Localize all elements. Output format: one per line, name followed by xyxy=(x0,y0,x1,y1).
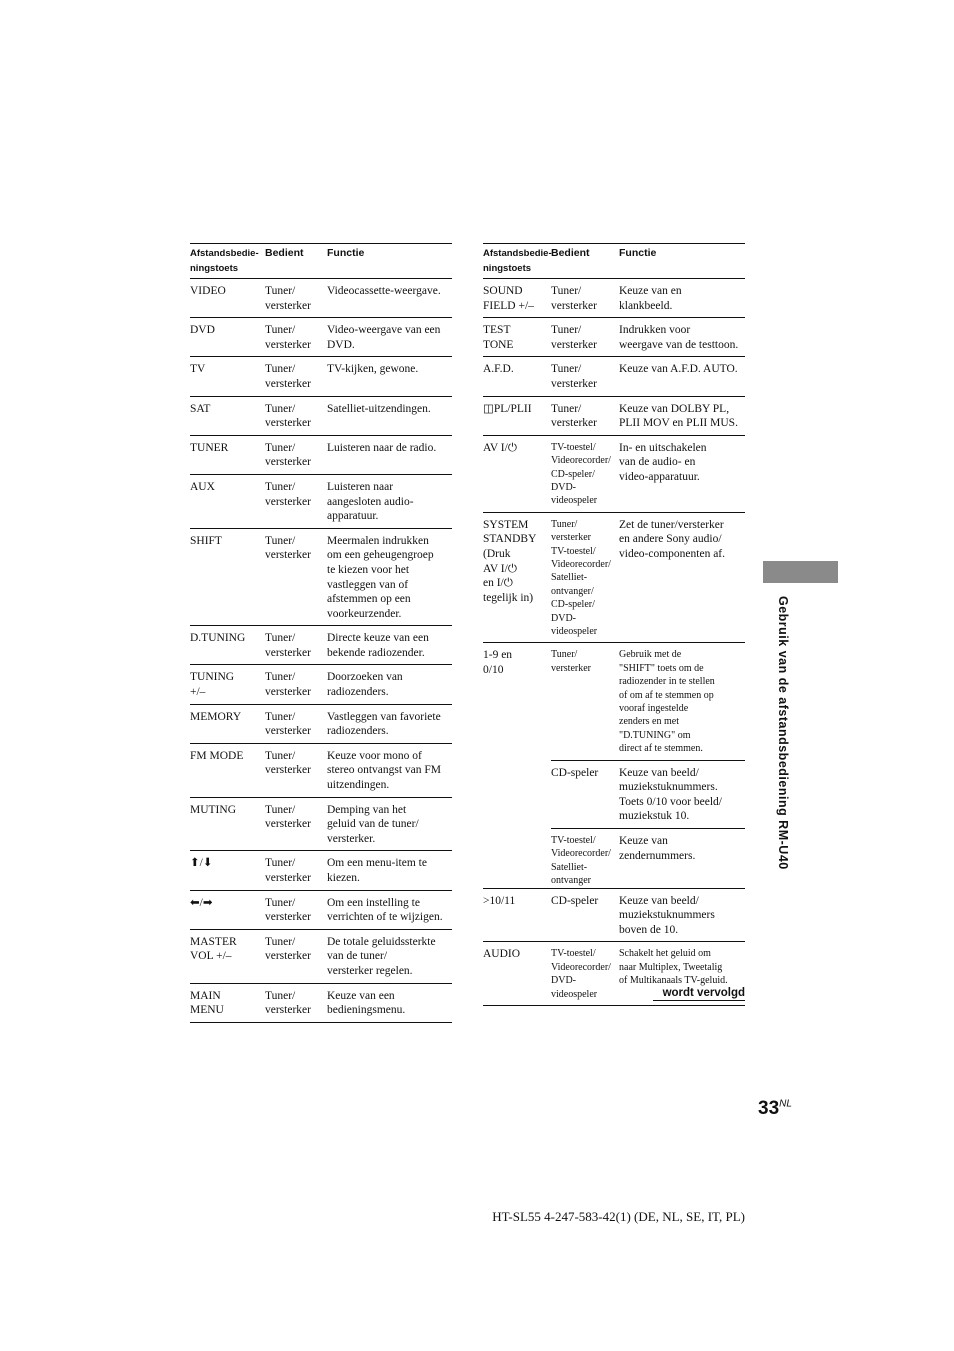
row-operates: Tuner/ versterker xyxy=(265,710,311,738)
row-key: MUTING xyxy=(190,803,236,816)
row-operates: TV-toestel/ Videorecorder/ DVD- videospeler xyxy=(551,948,611,1000)
row-operates: Tuner/ versterker xyxy=(265,534,311,562)
row-key: AUX xyxy=(190,480,215,493)
row-function: Meermalen indrukken om een geheugengroep te kiezen voor het vastleggen van of afstemmen op een voorkeurzender. xyxy=(327,534,434,620)
header-operates: Bedient xyxy=(265,247,304,259)
row-key: MAIN MENU xyxy=(190,989,224,1017)
row-operates: Tuner/ versterker xyxy=(551,363,597,390)
table-row xyxy=(483,889,745,943)
page-number-suffix: NL xyxy=(779,1098,792,1110)
row-key: MASTER VOL +/– xyxy=(190,935,237,963)
row-operates: Tuner/ versterker xyxy=(551,324,597,351)
row-operates: Tuner/ versterker xyxy=(265,441,311,469)
header-function: Functie xyxy=(619,247,657,259)
row-operates: TV-toestel/ Videorecorder/ CD-speler/ DVD- videospeler xyxy=(551,441,611,507)
row-function: TV-kijken, gewone. xyxy=(327,363,419,376)
table-row xyxy=(190,798,452,852)
table-row xyxy=(190,529,452,627)
row-key: SOUND FIELD +/– xyxy=(483,285,534,312)
row-operates: Tuner/ versterker xyxy=(265,857,311,884)
row-key: AUDIO xyxy=(483,948,521,961)
table-row xyxy=(190,279,452,318)
header-operates: Bedient xyxy=(551,247,590,259)
row-function: Om een menu-item te kiezen. xyxy=(327,857,427,884)
page-number-value: 33 xyxy=(758,1098,780,1119)
row-operates: Tuner/ versterker xyxy=(551,285,597,312)
table-row xyxy=(190,475,452,529)
row-operates: Tuner/ versterker xyxy=(265,989,311,1017)
row-function: Keuze van A.F.D. AUTO. xyxy=(619,363,738,376)
row-key: TV xyxy=(190,363,206,376)
row-operates: Tuner/ versterker xyxy=(265,749,311,777)
row-key: A.F.D. xyxy=(483,363,514,376)
row-function: Schakelt het geluid om naar Multiplex, Tweetalig of Multikanaals TV-geluid. xyxy=(619,948,728,987)
row-function: Gebruik met de "SHIFT" toets om de radiozender in te stellen of om af te stemmen op vooraf ingestelde zenders en met "D.TUNING" om direct af te stemmen. xyxy=(619,649,715,755)
table-row xyxy=(190,984,452,1023)
row-key: >10/11 xyxy=(483,894,516,907)
row-key: SYSTEM STANDBY (Druk AV I/⏻ en I/⏻ tegelijk in) xyxy=(483,518,537,604)
row-key: ◫PL/PLII xyxy=(483,402,532,415)
sub-row xyxy=(551,643,745,760)
row-key: SHIFT xyxy=(190,534,222,547)
row-function: Keuze van DOLBY PL, PLII MOV en PLII MUS. xyxy=(619,402,738,430)
sub-row xyxy=(551,761,745,829)
row-function: Demping van het geluid van de tuner/ versterker. xyxy=(327,803,419,845)
page-number xyxy=(758,1098,792,1120)
row-operates: CD-speler xyxy=(551,766,599,779)
continued-note: wordt vervolgd xyxy=(653,987,745,1001)
row-key: ⬅/➡ xyxy=(190,896,213,909)
table-row xyxy=(190,744,452,798)
table-row xyxy=(483,397,745,436)
row-function: Videocassette-weergave. xyxy=(327,285,441,297)
row-operates: CD-speler xyxy=(551,894,599,907)
table-row xyxy=(190,357,452,396)
row-operates: Tuner/ versterker xyxy=(265,324,311,351)
row-key: MEMORY xyxy=(190,710,242,723)
row-key: 1-9 en 0/10 xyxy=(483,649,513,677)
row-operates: TV-toestel/ Videorecorder/ Satelliet- ontvanger xyxy=(551,835,611,887)
row-key: DVD xyxy=(190,324,215,337)
row-operates: Tuner/ versterker xyxy=(265,935,311,963)
table-row xyxy=(190,705,452,744)
table-row xyxy=(483,357,745,396)
table-row xyxy=(190,665,452,704)
row-function: Keuze voor mono of stereo ontvangst van FM uitzendingen. xyxy=(327,749,442,792)
row-function: In- en uitschakelen van de audio- en video-apparatuur. xyxy=(619,441,707,483)
row-key: TUNER xyxy=(190,441,229,454)
row-function: Vastleggen van favoriete radiozenders. xyxy=(327,710,441,738)
table-header xyxy=(190,244,452,279)
table-row xyxy=(483,513,745,644)
row-operates: Tuner/ versterker xyxy=(265,285,311,312)
row-key: AV I/⏻ xyxy=(483,441,517,454)
row-operates: Tuner/ versterker xyxy=(265,480,311,508)
row-key: ⬆/⬇ xyxy=(190,857,213,870)
row-function: Keuze van en klankbeeld. xyxy=(619,285,682,312)
row-operates: Tuner/ versterker TV-toestel/ Videorecorder/ Satelliet- ontvanger/ CD-speler/ DVD- videospeler xyxy=(551,518,611,638)
row-function: Keuze van beeld/ muziekstuknummers. Toets 0/10 voor beeld/ muziekstuk 10. xyxy=(619,766,722,823)
table-row xyxy=(483,318,745,357)
row-operates: Tuner/ versterker xyxy=(265,363,311,390)
row-function: Indrukken voor weergave van de testtoon. xyxy=(619,324,739,351)
table-row xyxy=(190,318,452,357)
row-operates: Tuner/ versterker xyxy=(265,671,311,699)
sub-row xyxy=(551,829,745,888)
section-side-label: Gebruik van de afstandsbediening RM-U40 xyxy=(776,596,790,870)
remote-buttons-table-left xyxy=(190,243,452,1023)
footer-model-code: HT-SL55 4-247-583-42(1) (DE, NL, SE, IT, PL) xyxy=(492,1209,745,1224)
row-function: Keuze van een bedieningsmenu. xyxy=(327,989,406,1017)
row-key: TEST TONE xyxy=(483,324,514,351)
table-row xyxy=(190,891,452,930)
header-remote-button: Afstandsbedie- ningstoets xyxy=(483,248,552,274)
row-function: Keuze van zendernummers. xyxy=(619,835,696,862)
row-key: D.TUNING xyxy=(190,632,246,645)
row-operates: Tuner/ versterker xyxy=(265,632,311,659)
remote-buttons-table-right xyxy=(483,243,745,1006)
table-row xyxy=(190,851,452,890)
row-key: SAT xyxy=(190,402,211,415)
section-tab-marker xyxy=(763,561,838,583)
row-function: Om een instelling te verrichten of te wijzigen. xyxy=(327,896,443,924)
header-function: Functie xyxy=(327,247,365,259)
header-remote-button: Afstandsbedie- ningstoets xyxy=(190,248,259,274)
row-key: TUNING +/– xyxy=(190,671,235,699)
row-operates: Tuner/ versterker xyxy=(265,402,311,430)
row-operates: Tuner/ versterker xyxy=(551,649,591,674)
table-header xyxy=(483,244,745,279)
row-operates: Tuner/ versterker xyxy=(551,402,597,430)
table-row xyxy=(190,930,452,984)
table-row xyxy=(190,397,452,436)
row-key: VIDEO xyxy=(190,285,226,297)
table-row-digits xyxy=(483,643,745,888)
table-row xyxy=(483,279,745,318)
row-function: Video-weergave van een DVD. xyxy=(327,324,441,351)
row-function: De totale geluidssterkte van de tuner/ versterker regelen. xyxy=(327,935,436,977)
row-function: Directe keuze van een bekende radiozender. xyxy=(327,632,429,659)
row-function: Keuze van beeld/ muziekstuknummers boven de 10. xyxy=(619,894,715,936)
row-function: Luisteren naar aangesloten audio- apparatuur. xyxy=(327,480,414,523)
row-function: Luisteren naar de radio. xyxy=(327,441,437,454)
row-function: Zet de tuner/versterker en andere Sony audio/ video-componenten af. xyxy=(619,518,726,560)
row-operates: Tuner/ versterker xyxy=(265,803,311,831)
table-row xyxy=(190,626,452,665)
row-function: Satelliet-uitzendingen. xyxy=(327,402,431,415)
row-function: Doorzoeken van radiozenders. xyxy=(327,671,403,699)
row-operates: Tuner/ versterker xyxy=(265,896,311,924)
table-row xyxy=(190,436,452,475)
table-row xyxy=(483,436,745,513)
row-key: FM MODE xyxy=(190,749,244,762)
